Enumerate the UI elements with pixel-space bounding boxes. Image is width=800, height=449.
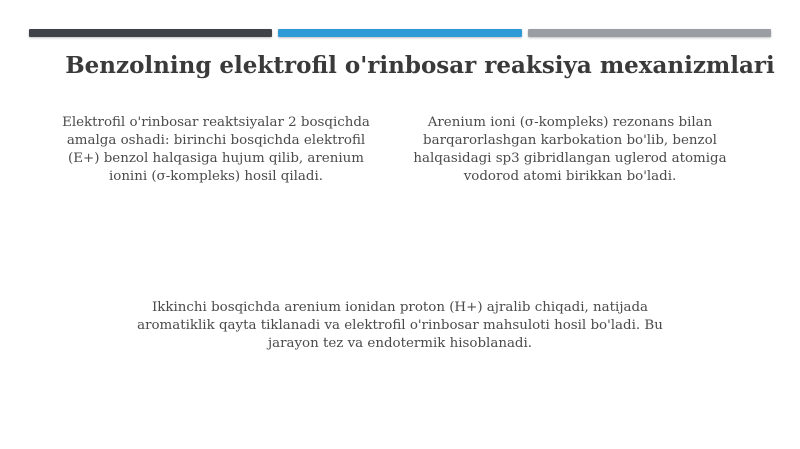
accent-bar-dark [29, 29, 272, 37]
accent-bar-blue [278, 29, 522, 37]
text-block-step-one: Elektrofil o'rinbosar reaktsiyalar 2 bosqichda amalga oshadi: birinchi bosqichda elektrofil (E+) benzol halqasiga hujum qilib, arenium ionini (σ-kompleks) hosil qiladi. [62, 115, 370, 184]
text-block-arenium-ion: Arenium ioni (σ-kompleks) rezonans bilan barqarorlashgan karbokation bo'lib, benzol halqasidagi sp3 gibridlangan uglerod atomiga vodorod atomi birikkan bo'ladi. [413, 115, 727, 184]
slide-title: Benzolning elektrofil o'rinbosar reaksiya mexanizmlari [65, 52, 775, 79]
text-block-step-two: Ikkinchi bosqichda arenium ionidan proton (H+) ajralib chiqadi, natijada aromatiklik qayta tiklanadi va elektrofil o'rinbosar mahsuloti hosil bo'ladi. Bu jarayon tez va endotermik hisoblanadi. [137, 300, 663, 351]
accent-bar-gray [528, 29, 771, 37]
